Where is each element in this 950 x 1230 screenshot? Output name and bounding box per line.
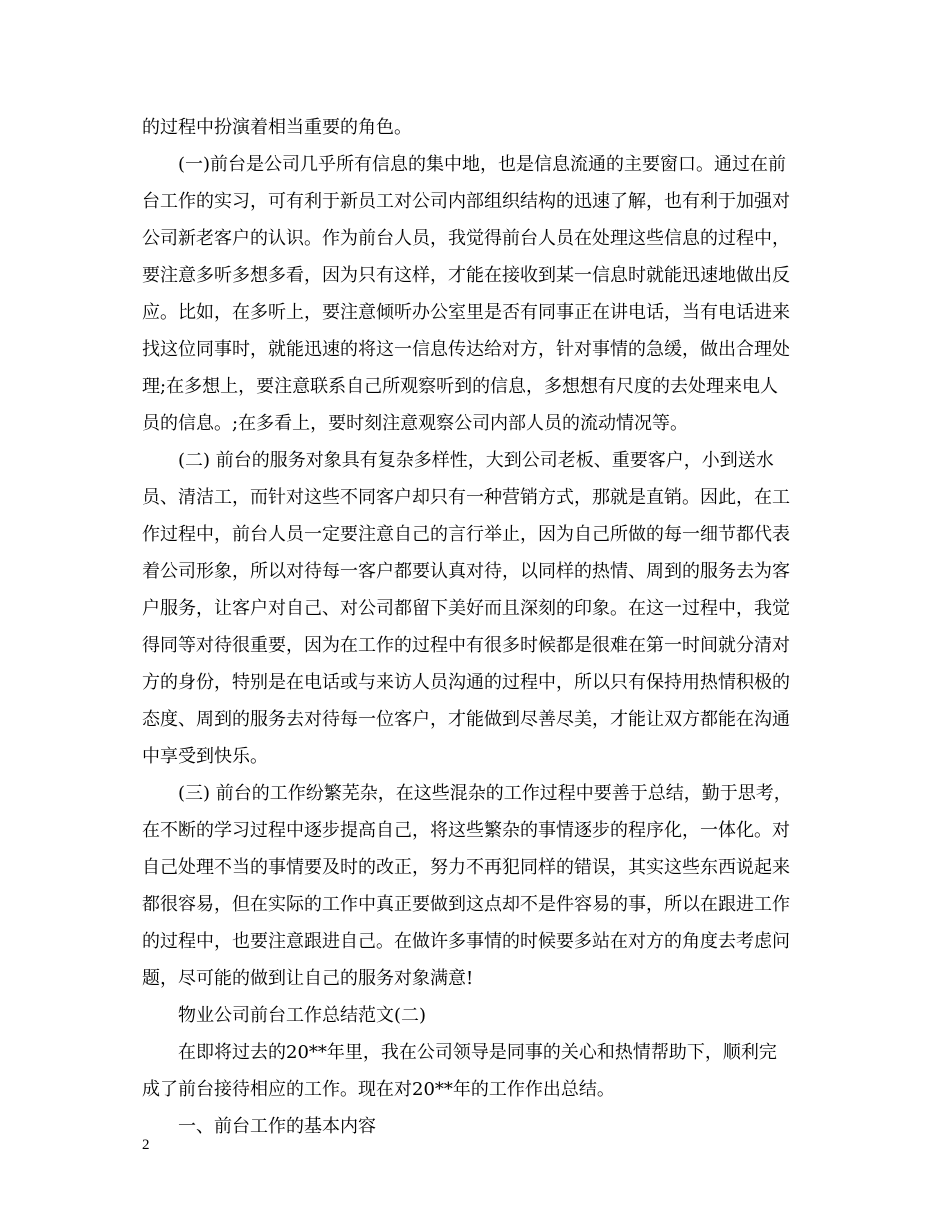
text-line: 公司新老客户的认识。作为前台人员，我觉得前台人员在处理这些信息的过程中， bbox=[142, 228, 790, 249]
text-line: 的过程中扮演着相当重要的角色。 bbox=[142, 117, 412, 138]
text-line: 着公司形象，所以对待每一客户都要认真对待，以同样的热情、周到的服务去为客 bbox=[142, 561, 790, 582]
text-line: 在即将过去的20**年里，我在公司领导是同事的关心和热情帮助下，顺利完 bbox=[142, 1042, 777, 1063]
text-line: 都很容易，但在实际的工作中真正要做到这点却不是件容易的事，所以在跟进工作 bbox=[142, 894, 790, 915]
text-line: (二) 前台的服务对象具有复杂多样性，大到公司老板、重要客户，小到送水 bbox=[142, 450, 774, 471]
text-line: (一)前台是公司几乎所有信息的集中地，也是信息流通的主要窗口。通过在前 bbox=[142, 154, 787, 175]
text-line: 找这位同事时，就能迅速的将这一信息传达给对方，针对事情的急缓，做出合理处 bbox=[142, 339, 790, 360]
text-line: 得同等对待很重要，因为在工作的过程中有很多时候都是很难在第一时间就分清对 bbox=[142, 635, 790, 656]
text-line: 员、清洁工，而针对这些不同客户却只有一种营销方式，那就是直销。因此，在工 bbox=[142, 487, 790, 508]
text-line: 自己处理不当的事情要及时的改正，努力不再犯同样的错误，其实这些东西说起来 bbox=[142, 857, 790, 878]
text-line: 员的信息。;在多看上，要时刻注意观察公司内部人员的流动情况等。 bbox=[142, 413, 689, 434]
page-number: 2 bbox=[142, 1137, 150, 1153]
text-line: 方的身份，特别是在电话或与来访人员沟通的过程中，所以只有保持用热情积极的 bbox=[142, 672, 790, 693]
section-heading: 一、前台工作的基本内容 bbox=[142, 1116, 376, 1137]
text-line: 应。比如，在多听上，要注意倾听办公室里是否有同事正在讲电话，当有电话进来 bbox=[142, 302, 790, 323]
text-line: 题，尽可能的做到让自己的服务对象满意! bbox=[142, 968, 474, 989]
text-line: 态度、周到的服务去对待每一位客户，才能做到尽善尽美，才能让双方都能在沟通 bbox=[142, 709, 790, 730]
text-line: 成了前台接待相应的工作。现在对20**年的工作作出总结。 bbox=[142, 1079, 615, 1100]
text-line: 中享受到快乐。 bbox=[142, 746, 268, 767]
text-line: 理;在多想上，要注意联系自己所观察听到的信息，多想想有尺度的去处理来电人 bbox=[142, 376, 779, 397]
text-line: (三) 前台的工作纷繁芜杂，在这些混杂的工作过程中要善于总结，勤于思考， bbox=[142, 783, 792, 804]
section-heading: 物业公司前台工作总结范文(二) bbox=[142, 1005, 427, 1026]
text-line: 的过程中，也要注意跟进自己。在做许多事情的时候要多站在对方的角度去考虑问 bbox=[142, 931, 790, 952]
text-line: 台工作的实习，可有利于新员工对公司内部组织结构的迅速了解，也有利于加强对 bbox=[142, 191, 790, 212]
text-line: 户服务，让客户对自己、对公司都留下美好而且深刻的印象。在这一过程中，我觉 bbox=[142, 598, 790, 619]
text-line: 要注意多听多想多看，因为只有这样，才能在接收到某一信息时就能迅速地做出反 bbox=[142, 265, 790, 286]
text-line: 作过程中，前台人员一定要注意自己的言行举止，因为自己所做的每一细节都代表 bbox=[142, 524, 790, 545]
text-line: 在不断的学习过程中逐步提高自己，将这些繁杂的事情逐步的程序化，一体化。对 bbox=[142, 820, 790, 841]
